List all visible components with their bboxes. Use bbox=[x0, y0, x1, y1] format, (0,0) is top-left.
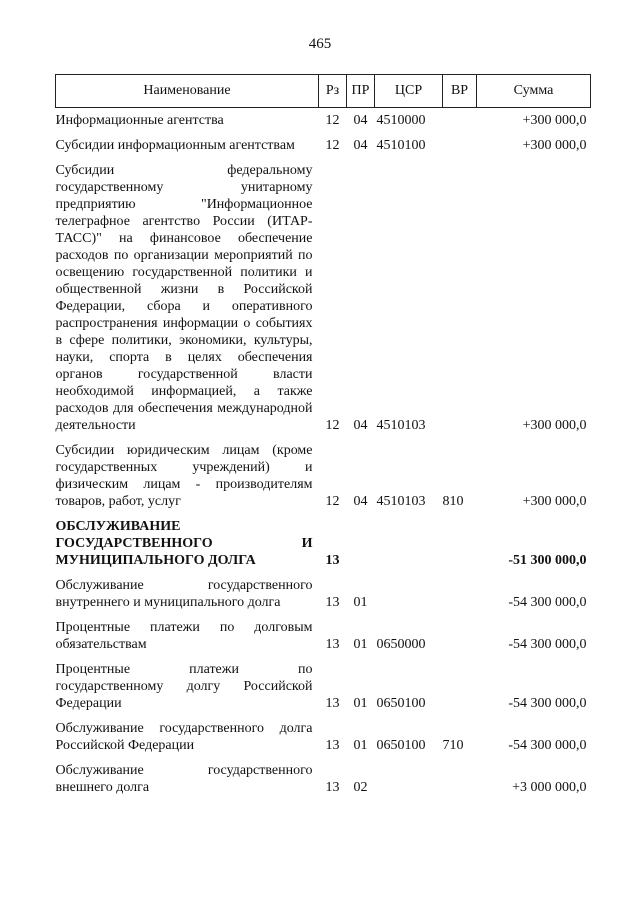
row-sum: -51 300 000,0 bbox=[508, 553, 587, 568]
row-vr bbox=[443, 754, 477, 796]
row-rz: 12 bbox=[325, 418, 340, 433]
row-csr: 0650100 bbox=[376, 696, 426, 711]
row-name: Субсидии федеральному государственному унитарному предприятию "Информационное телеграфное агентство России (ИТАР-ТАСС)" на финансовое обеспечение расходов по организации мероприятий по освещению государственной политики и общественной жизни в Российской Федерации, сбора и оперативного распространения информации о событиях в сфере политики, экономики, культуры, науки, спорта в целях обеспечения органов государственной власти необходимой информацией, а также расходов для обеспечения международной деятельности bbox=[55, 163, 313, 433]
row-pr: 04 bbox=[353, 494, 368, 509]
row-rz: 13 bbox=[325, 780, 340, 795]
row-name: Процентные платежи по долговым обязательствам bbox=[55, 620, 313, 652]
header-vr: ВР bbox=[443, 75, 477, 108]
row-pr: 01 bbox=[353, 696, 368, 711]
row-rz: 13 bbox=[325, 738, 340, 753]
row-pr: 04 bbox=[353, 418, 368, 433]
budget-table bbox=[55, 74, 591, 796]
table-row bbox=[56, 653, 591, 712]
row-name: Обслуживание государственного внешнего долга bbox=[55, 763, 313, 795]
row-rz: 12 bbox=[325, 113, 340, 128]
row-csr bbox=[375, 754, 443, 796]
page-number: 465 bbox=[308, 36, 332, 52]
row-sum: -54 300 000,0 bbox=[508, 738, 587, 753]
row-name: Процентные платежи по государственному долгу Российской Федерации bbox=[55, 662, 313, 711]
row-sum: +300 000,0 bbox=[522, 494, 587, 509]
row-csr: 4510103 bbox=[376, 418, 426, 433]
row-pr: 01 bbox=[353, 637, 368, 652]
row-vr: 710 bbox=[442, 738, 464, 753]
row-csr: 4510000 bbox=[376, 113, 426, 128]
row-pr: 04 bbox=[353, 113, 368, 128]
row-pr: 01 bbox=[353, 595, 368, 610]
row-sum: +300 000,0 bbox=[522, 418, 587, 433]
row-name: Информационные агентства bbox=[55, 113, 224, 128]
row-vr bbox=[443, 129, 477, 154]
row-sum: +3 000 000,0 bbox=[512, 780, 587, 795]
row-sum: -54 300 000,0 bbox=[508, 637, 587, 652]
row-sum: +300 000,0 bbox=[522, 113, 587, 128]
row-vr bbox=[443, 510, 477, 569]
row-pr: 02 bbox=[353, 780, 368, 795]
row-csr bbox=[375, 510, 443, 569]
row-sum: +300 000,0 bbox=[522, 138, 587, 153]
table-row bbox=[56, 510, 591, 569]
row-vr: 810 bbox=[442, 494, 464, 509]
header-sum: Сумма bbox=[477, 75, 591, 108]
row-pr bbox=[347, 510, 375, 569]
row-pr: 04 bbox=[353, 138, 368, 153]
row-name: Субсидии информационным агентствам bbox=[55, 138, 295, 153]
table-row bbox=[56, 569, 591, 611]
table-row bbox=[56, 712, 591, 754]
row-sum: -54 300 000,0 bbox=[508, 696, 587, 711]
header-pr: ПР bbox=[347, 75, 375, 108]
row-name: Субсидии юридическим лицам (кроме государственных учреждений) и физическим лицам - производителям товаров, работ, услуг bbox=[55, 443, 313, 509]
header-name: Наименование bbox=[56, 75, 319, 108]
table-row bbox=[56, 154, 591, 434]
row-sum: -54 300 000,0 bbox=[508, 595, 587, 610]
row-vr bbox=[443, 154, 477, 434]
header-rz: Рз bbox=[319, 75, 347, 108]
row-rz: 13 bbox=[325, 637, 340, 652]
row-csr: 0650000 bbox=[376, 637, 426, 652]
row-rz: 13 bbox=[325, 553, 340, 568]
table-row bbox=[56, 611, 591, 653]
row-name: Обслуживание государственного внутреннего и муниципального долга bbox=[55, 578, 313, 610]
row-rz: 12 bbox=[325, 138, 340, 153]
table-row bbox=[56, 434, 591, 510]
row-rz: 12 bbox=[325, 494, 340, 509]
row-csr: 0650100 bbox=[376, 738, 426, 753]
table-header-row bbox=[56, 75, 591, 108]
header-csr: ЦСР bbox=[375, 75, 443, 108]
row-rz: 13 bbox=[325, 696, 340, 711]
row-pr: 01 bbox=[353, 738, 368, 753]
table-row bbox=[56, 129, 591, 154]
row-name: ОБСЛУЖИВАНИЕ ГОСУДАРСТВЕННОГО И МУНИЦИПАЛЬНОГО ДОЛГА bbox=[55, 519, 313, 568]
row-vr bbox=[443, 611, 477, 653]
row-csr: 4510100 bbox=[376, 138, 426, 153]
row-vr bbox=[443, 569, 477, 611]
row-csr: 4510103 bbox=[376, 494, 426, 509]
table-row bbox=[56, 754, 591, 796]
row-csr bbox=[375, 569, 443, 611]
row-name: Обслуживание государственного долга Российской Федерации bbox=[55, 721, 313, 753]
row-vr bbox=[443, 108, 477, 130]
row-vr bbox=[443, 653, 477, 712]
row-rz: 13 bbox=[325, 595, 340, 610]
table-row bbox=[56, 108, 591, 130]
